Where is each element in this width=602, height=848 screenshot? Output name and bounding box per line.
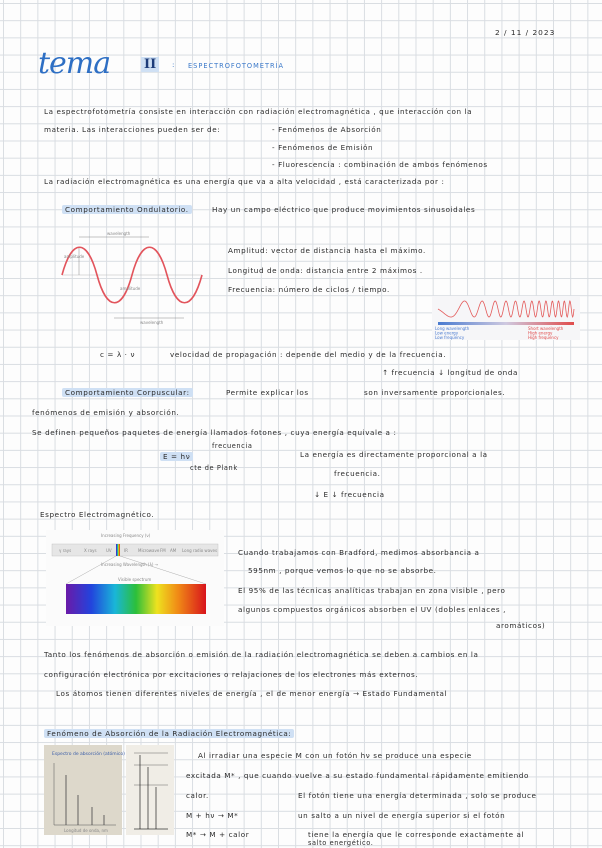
text-line: Se definen pequeños paquetes de energía llamados fotones , cuya energía equivale a :: [32, 428, 397, 437]
absorption-figure: [44, 745, 174, 835]
heading-ondulatorio: Comportamiento Ondulatorio.: [62, 205, 192, 214]
em-band: Long radio waves: [182, 548, 218, 553]
text-line: fenómenos de emisión y absorción.: [32, 408, 180, 417]
frecuencia-text: Frecuencia: número de ciclos / tiempo.: [228, 285, 390, 294]
planck-label: cte de Plank: [190, 464, 238, 472]
em-band: IR: [124, 548, 128, 553]
title-number: II: [141, 57, 159, 72]
bar-label-left: Long wavelength Low energy Low frequency: [435, 326, 470, 340]
abs-xlabel: Longitud de onda, nm: [64, 828, 108, 833]
em-spectrum-figure: [46, 530, 224, 626]
text-line: frecuencia.: [334, 469, 381, 478]
text-line: tiene la energía que le corresponde exactamente al: [308, 830, 525, 839]
inverse-relation: ↑ frecuencia ↓ longitud de onda: [382, 368, 519, 377]
text-line: 595nm , porque vemos lo que no se absorbe.: [248, 566, 437, 575]
wave-label-bottom: wavelength: [140, 320, 164, 325]
bar-label-right: Short wavelength High energy High frequency: [528, 326, 564, 340]
formula-c: c = λ · ν: [100, 350, 136, 359]
em-visible-label: Visible spectrum: [118, 577, 152, 582]
title-subtitle: ESPECTROFOTOMETRÍA: [188, 62, 285, 70]
em-band: γ rays: [59, 548, 72, 553]
text-line: Tanto los fenómenos de absorción o emisión de la radiación electromagnética se deben a cambios en la: [44, 650, 479, 659]
text-line: materia. Las interacciones pueden ser de:: [44, 125, 221, 134]
wave-diagram: [52, 228, 212, 326]
text-line: Hay un campo eléctrico que produce movimientos sinusoidales: [212, 205, 476, 214]
reaction-1: M + hν → M*: [186, 811, 239, 820]
text-line: son inversamente proporcionales.: [364, 388, 506, 397]
velocidad-text: velocidad de propagación : depende del medio y de la frecuencia.: [170, 350, 447, 359]
amplitud-text: Amplitud: vector de distancia hasta el máximo.: [228, 246, 426, 255]
text-line: configuración electrónica por excitaciones o relajaciones de los electrones más externos.: [44, 670, 419, 679]
text-line: ↓ E ↓ frecuencia: [314, 490, 385, 499]
title-word: tema: [38, 46, 111, 81]
frequency-bar-figure: [432, 296, 580, 340]
text-line: salto energético.: [308, 839, 374, 847]
text-line: - Fenómenos de Emisión: [272, 143, 374, 152]
text-line: - Fenómenos de Absorción: [272, 125, 382, 134]
heading-absorcion: Fenómeno de Absorción de la Radiación Electromagnética:: [44, 729, 294, 738]
text-line: aromáticos): [496, 621, 546, 630]
text-line: - Fluorescencia : combinación de ambos fenómenos: [272, 160, 488, 169]
frecuencia-arrow-label: frecuencia: [212, 442, 253, 450]
text-line: Permite explicar los: [226, 388, 309, 397]
text-line: El fotón tiene una energía determinada , solo se produce: [298, 791, 537, 800]
wave-label-left: amplitude: [64, 254, 85, 259]
text-line: El 95% de las técnicas analíticas trabajan en zona visible , pero: [238, 586, 506, 595]
text-line: un salto a un nivel de energía superior si el fotón: [298, 811, 506, 820]
text-line: Al irradiar una especie M con un fotón hν se produce una especie: [198, 751, 472, 760]
wave-label-mid: amplitude: [120, 286, 141, 291]
title-colon: :: [172, 60, 176, 69]
formula-e: E = hν: [160, 452, 193, 461]
em-top-label: Increasing Frequency (ν): [101, 533, 151, 538]
heading-espectro: Espectro Electromagnético.: [40, 510, 155, 519]
text-line: Los átomos tienen diferentes niveles de energía , el de menor energía → Estado Fundamental: [56, 689, 448, 698]
em-band: FM: [160, 548, 166, 553]
em-band: UV: [106, 548, 112, 553]
em-band: Microwave: [138, 548, 160, 553]
text-line: La radiación electromagnética es una energía que va a alta velocidad , está caracterizada por :: [44, 177, 445, 186]
heading-corpuscular: Comportamiento Corpuscular:: [62, 388, 193, 397]
em-band: AM: [170, 548, 177, 553]
wave-label-top: wavelength: [107, 231, 131, 236]
text-line: La espectrofotometría consiste en interacción con radiación electromagnética , que interacción con la: [44, 107, 473, 116]
longitud-text: Longitud de onda: distancia entre 2 máximos .: [228, 266, 423, 275]
text-line: Cuando trabajamos con Bradford, medimos absorbancia a: [238, 548, 480, 557]
text-line: calor.: [186, 791, 209, 800]
em-bottom-label: Increasing Wavelength (λ) →: [101, 562, 159, 567]
em-band: X rays: [84, 548, 97, 553]
abs-title: Espectro de absorción (atómico): [52, 752, 125, 757]
text-line: La energía es directamente proporcional a la: [300, 450, 488, 459]
text-line: excitada M* , que cuando vuelve a su estado fundamental rápidamente emitiendo: [186, 771, 529, 780]
reaction-2: M* → M + calor: [186, 830, 250, 839]
date: 2 / 11 / 2023: [495, 28, 556, 37]
text-line: algunos compuestos orgánicos absorben el UV (dobles enlaces ,: [238, 605, 506, 614]
